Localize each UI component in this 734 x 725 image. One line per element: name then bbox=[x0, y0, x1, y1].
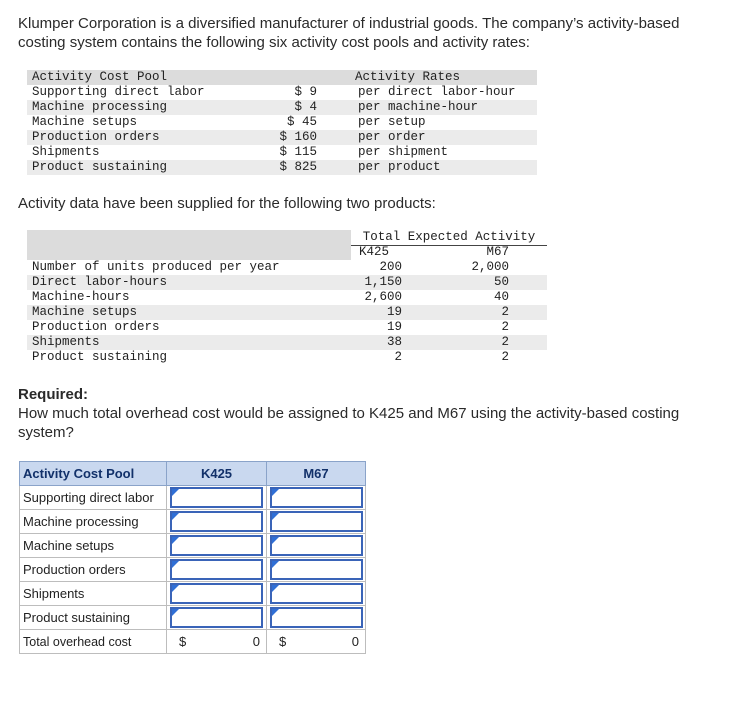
rates-row bbox=[27, 85, 537, 100]
k425-input[interactable] bbox=[170, 607, 263, 628]
answer-pool-label: Supporting direct labor bbox=[20, 486, 167, 510]
m67-currency: $ bbox=[279, 634, 287, 649]
m67-input[interactable] bbox=[270, 511, 363, 532]
m67-value: 40 bbox=[493, 290, 509, 304]
required-line-2: system? bbox=[18, 424, 74, 441]
answer-row bbox=[20, 534, 366, 558]
rates-pool: Supporting direct labor bbox=[32, 85, 205, 99]
k425-value: 19 bbox=[386, 320, 402, 334]
k425-input[interactable] bbox=[170, 535, 263, 556]
total-label: Total overhead cost bbox=[20, 630, 167, 654]
m67-input[interactable] bbox=[270, 487, 363, 508]
answer-row bbox=[20, 606, 366, 630]
activity-column-header bbox=[351, 230, 547, 260]
rates-amount: $ 115 bbox=[279, 145, 317, 159]
rates-unit: per order bbox=[358, 130, 426, 144]
m67-value: 2 bbox=[501, 335, 509, 349]
m67-column-header: M67 bbox=[486, 245, 509, 259]
activity-label: Direct labor-hours bbox=[32, 275, 168, 289]
rates-pool: Product sustaining bbox=[32, 160, 168, 174]
activity-label: Machine setups bbox=[32, 305, 138, 319]
answer-header-pool: Activity Cost Pool bbox=[20, 462, 167, 486]
rates-amount: $ 4 bbox=[294, 100, 317, 114]
activity-label: Production orders bbox=[32, 320, 160, 334]
answer-pool-label: Shipments bbox=[20, 582, 167, 606]
rates-row bbox=[27, 145, 537, 160]
rates-header-row bbox=[27, 70, 537, 85]
activity-row bbox=[27, 275, 547, 290]
k425-currency: $ bbox=[179, 634, 187, 649]
activity-row bbox=[27, 335, 547, 350]
m67-input[interactable] bbox=[270, 607, 363, 628]
rates-row bbox=[27, 115, 537, 130]
answer-grid bbox=[19, 461, 366, 654]
rates-pool: Machine setups bbox=[32, 115, 138, 129]
answer-pool-label: Product sustaining bbox=[20, 606, 167, 630]
activity-label: Machine-hours bbox=[32, 290, 130, 304]
total-row bbox=[20, 630, 366, 654]
m67-value: 50 bbox=[493, 275, 509, 289]
k425-column-header: K425 bbox=[359, 245, 390, 259]
activity-intro: Activity data have been supplied for the following two products: bbox=[18, 195, 436, 212]
activity-row bbox=[27, 260, 547, 275]
total-expected-activity-header: Total Expected Activity bbox=[351, 230, 547, 246]
rates-pool: Production orders bbox=[32, 130, 160, 144]
answer-header-row bbox=[20, 462, 366, 486]
rates-row bbox=[27, 130, 537, 145]
m67-value: 2 bbox=[501, 350, 509, 364]
answer-row bbox=[20, 582, 366, 606]
intro-line-2: costing system contains the following six activity cost pools and activity rates: bbox=[18, 34, 530, 51]
activity-rates-table bbox=[27, 70, 537, 175]
k425-input[interactable] bbox=[170, 511, 263, 532]
m67-input[interactable] bbox=[270, 535, 363, 556]
answer-row bbox=[20, 510, 366, 534]
k425-value: 200 bbox=[379, 260, 402, 274]
m67-input[interactable] bbox=[270, 559, 363, 580]
required-label: Required: bbox=[18, 386, 89, 403]
k425-value: 1,150 bbox=[364, 275, 402, 289]
rates-amount: $ 9 bbox=[294, 85, 317, 99]
answer-pool-label: Machine setups bbox=[20, 534, 167, 558]
activity-data-table bbox=[27, 230, 547, 365]
k425-total: 0 bbox=[252, 634, 260, 649]
rates-pool: Machine processing bbox=[32, 100, 168, 114]
rates-unit: per shipment bbox=[358, 145, 449, 159]
m67-total: 0 bbox=[351, 634, 359, 649]
intro-line-1: Klumper Corporation is a diversified manufacturer of industrial goods. The company’s activity-based bbox=[18, 15, 680, 32]
m67-input[interactable] bbox=[270, 583, 363, 604]
k425-value: 19 bbox=[386, 305, 402, 319]
rates-unit: per direct labor-hour bbox=[358, 85, 516, 99]
activity-row bbox=[27, 290, 547, 305]
answer-row bbox=[20, 558, 366, 582]
rates-amount: $ 45 bbox=[286, 115, 317, 129]
answer-pool-label: Production orders bbox=[20, 558, 167, 582]
rates-amount: $ 160 bbox=[279, 130, 317, 144]
activity-row bbox=[27, 305, 547, 320]
activity-header-row bbox=[27, 230, 547, 260]
m67-value: 2 bbox=[501, 305, 509, 319]
rates-pool: Shipments bbox=[32, 145, 100, 159]
rates-header-rates: Activity Rates bbox=[355, 70, 461, 84]
rates-unit: per setup bbox=[358, 115, 426, 129]
activity-row bbox=[27, 350, 547, 365]
rates-row bbox=[27, 100, 537, 115]
rates-unit: per product bbox=[358, 160, 441, 174]
m67-value: 2 bbox=[501, 320, 509, 334]
answer-header-m67: M67 bbox=[267, 462, 366, 486]
answer-pool-label: Machine processing bbox=[20, 510, 167, 534]
rates-row bbox=[27, 160, 537, 175]
rates-amount: $ 825 bbox=[279, 160, 317, 174]
k425-value: 2 bbox=[394, 350, 402, 364]
required-line-1: How much total overhead cost would be assigned to K425 and M67 using the activity-based costing bbox=[18, 405, 680, 422]
k425-value: 38 bbox=[386, 335, 402, 349]
activity-row bbox=[27, 320, 547, 335]
rates-header-pool: Activity Cost Pool bbox=[32, 70, 168, 84]
activity-label: Number of units produced per year bbox=[32, 260, 280, 274]
activity-label: Product sustaining bbox=[32, 350, 168, 364]
m67-value: 2,000 bbox=[471, 260, 509, 274]
activity-label: Shipments bbox=[32, 335, 100, 349]
k425-input[interactable] bbox=[170, 487, 263, 508]
rates-unit: per machine-hour bbox=[358, 100, 479, 114]
intro-text bbox=[18, 14, 679, 52]
answer-row bbox=[20, 486, 366, 510]
k425-value: 2,600 bbox=[364, 290, 402, 304]
required-block bbox=[18, 385, 679, 442]
answer-header-k425: K425 bbox=[167, 462, 267, 486]
k425-input[interactable] bbox=[170, 583, 263, 604]
k425-input[interactable] bbox=[170, 559, 263, 580]
